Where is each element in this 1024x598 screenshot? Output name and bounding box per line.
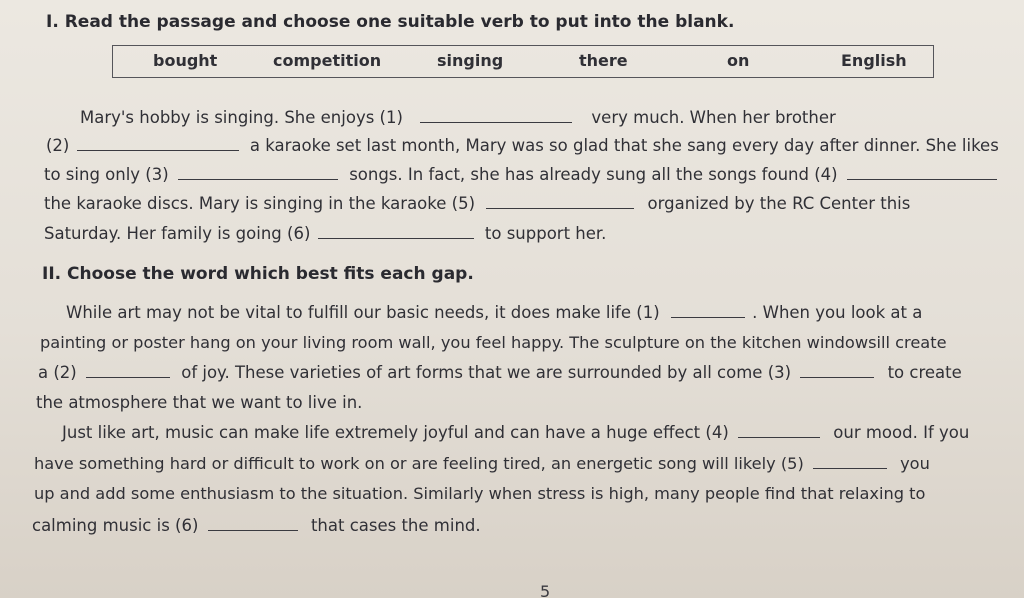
blank-4[interactable]	[738, 425, 820, 438]
line-text: very much. When her brother	[591, 108, 836, 127]
passage-2-line	[66, 303, 922, 322]
blank-5[interactable]	[486, 196, 634, 209]
word-bank-item: singing	[437, 51, 504, 70]
line-text: . When you look at a	[752, 303, 923, 322]
line-text: to support her.	[484, 224, 607, 243]
page-number: 5	[540, 582, 551, 598]
word-bank-item: there	[579, 51, 628, 70]
line-text: to sing only (3)	[44, 165, 169, 184]
line-text: you	[900, 454, 930, 473]
line-text: the karaoke discs. Mary is singing in the karaoke (5)	[44, 194, 476, 213]
line-text: up and add some enthusiasm to the situation. Similarly when stress is high, many people find that relaxing to	[34, 484, 926, 503]
line-text: Just like art, music can make life extremely joyful and can have a huge effect (4)	[62, 423, 729, 442]
line-text: organized by the RC Center this	[647, 194, 911, 213]
section-1-title: I. Read the passage and choose one suitable verb to put into the blank.	[46, 12, 735, 32]
blank-6[interactable]	[318, 226, 474, 239]
word-bank-item: on	[727, 51, 750, 70]
line-text: a (2)	[38, 363, 77, 382]
line-text: Saturday. Her family is going (6)	[44, 224, 311, 243]
blank-1[interactable]	[420, 110, 572, 123]
blank-4[interactable]	[847, 167, 997, 180]
passage-1-line	[44, 165, 997, 184]
passage-2-line	[34, 454, 930, 473]
line-text: a karaoke set last month, Mary was so glad that she sang every day after dinner. She likes	[249, 136, 999, 155]
line-text: of joy. These varieties of art forms that we are surrounded by all come (3)	[181, 363, 792, 382]
word-bank-item: English	[841, 51, 907, 70]
blank-6[interactable]	[208, 518, 298, 531]
passage-2-line	[62, 423, 969, 442]
line-text: our mood. If you	[833, 423, 970, 442]
blank-5[interactable]	[813, 456, 887, 469]
blank-3[interactable]	[800, 365, 874, 378]
line-text: songs. In fact, she has already sung all the songs found (4)	[349, 165, 838, 184]
passage-2-line	[34, 484, 925, 503]
line-text: that cases the mind.	[310, 516, 481, 535]
blank-2[interactable]	[77, 138, 239, 151]
line-text: While art may not be vital to fulfill our basic needs, it does make life (1)	[66, 303, 660, 322]
blank-1[interactable]	[671, 305, 745, 318]
line-text: (2)	[46, 136, 70, 155]
passage-1-line	[44, 224, 606, 243]
passage-2-line	[36, 393, 362, 412]
line-text: the atmosphere that we want to live in.	[36, 393, 363, 412]
passage-2-line	[32, 516, 481, 535]
line-text: painting or poster hang on your living room wall, you feel happy. The sculpture on the kitchen windowsill create	[40, 333, 947, 352]
word-bank-box	[112, 45, 934, 78]
passage-1-line	[46, 136, 999, 155]
section-2-title: II. Choose the word which best fits each gap.	[42, 264, 474, 284]
blank-2[interactable]	[86, 365, 170, 378]
passage-1-line	[44, 194, 910, 213]
passage-1-line	[80, 108, 836, 127]
word-bank-item: bought	[153, 51, 218, 70]
line-text: have something hard or difficult to work on or are feeling tired, an energetic song will likely (5)	[34, 454, 804, 473]
blank-3[interactable]	[178, 167, 338, 180]
passage-2-line	[38, 363, 962, 382]
line-text: calming music is (6)	[32, 516, 199, 535]
line-text: to create	[887, 363, 962, 382]
passage-2-line	[40, 333, 947, 352]
word-bank-item: competition	[273, 51, 382, 70]
line-text: Mary's hobby is singing. She enjoys (1)	[80, 108, 403, 127]
